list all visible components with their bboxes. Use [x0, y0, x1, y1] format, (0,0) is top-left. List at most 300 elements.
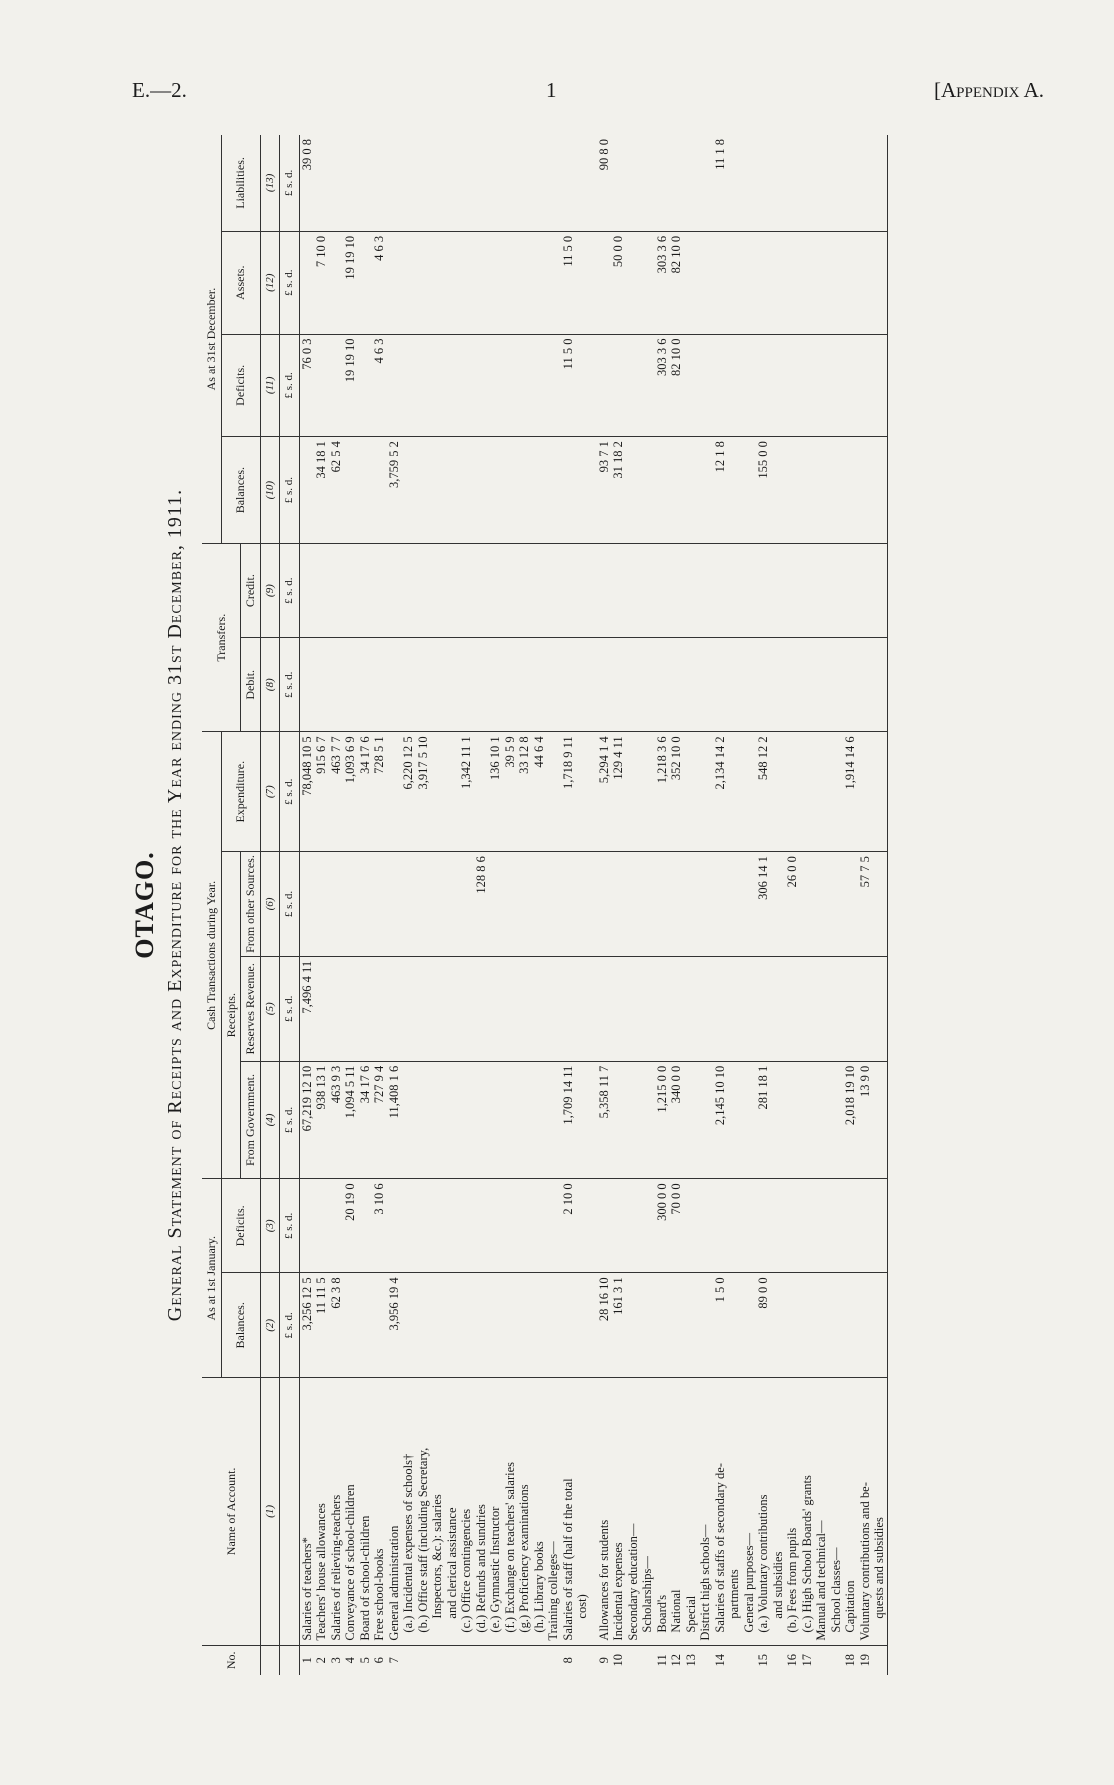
amount-cell-c9	[655, 544, 670, 638]
amount-cell-c7	[640, 732, 655, 852]
table-body	[299, 135, 887, 1675]
currency-unit-label: £ s. d.	[280, 638, 300, 732]
amount-cell-c13	[800, 135, 815, 231]
account-name: and subsidies	[771, 1378, 786, 1645]
spacer-cell	[590, 732, 597, 852]
table-row	[800, 135, 815, 1675]
amount-cell-c12	[713, 231, 728, 334]
amount-cell-c3	[575, 1179, 590, 1273]
amount-cell-c7: 6,220 12 5	[401, 732, 416, 852]
amount-cell-c5	[626, 956, 641, 1061]
amount-cell-c6	[713, 852, 728, 957]
row-number	[698, 1645, 713, 1675]
amount-cell-c10	[416, 437, 431, 544]
amount-cell-c8	[474, 638, 489, 732]
amount-cell-c12: 7 10 0	[314, 231, 329, 334]
amount-cell-c9	[445, 544, 460, 638]
row-number: 11	[654, 1654, 669, 1667]
amount-cell-c4	[698, 1061, 713, 1179]
row-number	[474, 1645, 489, 1675]
units-blank	[280, 1378, 300, 1645]
amount-cell-c5	[771, 956, 786, 1061]
amount-cell-c7	[800, 732, 815, 852]
amount-cell-c3	[640, 1179, 655, 1273]
amount-cell-c12	[800, 231, 815, 334]
amount-cell-c13	[858, 135, 873, 231]
amount-cell-c11	[575, 334, 590, 437]
amount-cell-c12	[329, 231, 344, 334]
amount-cell-c2	[532, 1273, 547, 1378]
amount-cell-c7: 728 5 1	[372, 732, 387, 852]
amount-cell-c2	[372, 1273, 387, 1378]
amount-cell-c8	[785, 638, 800, 732]
amount-cell-c11	[459, 334, 474, 437]
amount-cell-c10: 34 18 1	[314, 437, 329, 544]
row-number	[416, 1645, 431, 1675]
amount-cell-c10	[640, 437, 655, 544]
amount-cell-c9	[546, 544, 561, 638]
amount-cell-c5	[742, 956, 757, 1061]
column-number: (4)	[260, 1061, 280, 1179]
amount-cell-c2	[829, 1273, 844, 1378]
amount-cell-c11	[829, 334, 844, 437]
table-row	[299, 135, 314, 1675]
amount-cell-c13	[474, 135, 489, 231]
currency-unit-label: £ s. d.	[280, 135, 300, 231]
amount-cell-c2	[858, 1273, 873, 1378]
amount-cell-c5	[829, 956, 844, 1061]
amount-cell-c12: 11 5 0	[561, 231, 576, 334]
amount-cell-c10	[814, 437, 829, 544]
header-deficits: Deficits.	[221, 1179, 260, 1273]
table-row	[329, 135, 344, 1675]
amount-cell-c9	[503, 544, 518, 638]
amount-cell-c6	[872, 852, 887, 957]
amount-cell-c12	[684, 231, 699, 334]
amount-cell-c11	[430, 334, 445, 437]
amount-cell-c6	[829, 852, 844, 957]
amount-cell-c4	[611, 1061, 626, 1179]
amount-cell-c9	[611, 544, 626, 638]
amount-cell-c13	[401, 135, 416, 231]
amount-cell-c4: 2,018 19 10	[843, 1061, 858, 1179]
amount-cell-c12: 19 19 10	[343, 231, 358, 334]
header-dec: As at 31st December.	[202, 135, 221, 544]
amount-cell-c4	[474, 1061, 489, 1179]
amount-cell-c13	[445, 135, 460, 231]
amount-cell-c2	[503, 1273, 518, 1378]
amount-cell-c8	[503, 638, 518, 732]
amount-cell-c3	[314, 1179, 329, 1273]
amount-cell-c5	[517, 956, 532, 1061]
currency-unit-label: £ s. d.	[280, 956, 300, 1061]
amount-cell-c9	[727, 544, 742, 638]
amount-cell-c3	[474, 1179, 489, 1273]
spacer-cell	[590, 1273, 597, 1378]
amount-cell-c5	[655, 956, 670, 1061]
amount-cell-c13	[430, 135, 445, 231]
amount-cell-c10	[655, 437, 670, 544]
units-blank	[280, 1645, 300, 1675]
amount-cell-c10	[858, 437, 873, 544]
table-row	[590, 135, 597, 1675]
table-row	[814, 135, 829, 1675]
amount-cell-c5	[858, 956, 873, 1061]
account-name: cost)	[575, 1378, 590, 1645]
rotated-table-region	[120, 115, 1015, 1695]
amount-cell-c5	[430, 956, 445, 1061]
amount-cell-c5	[372, 956, 387, 1061]
amount-cell-c2	[800, 1273, 815, 1378]
row-number: 13	[683, 1654, 698, 1667]
amount-cell-c6	[742, 852, 757, 957]
amount-cell-c4: 2,145 10 10	[713, 1061, 728, 1179]
amount-cell-c11	[756, 334, 771, 437]
amount-cell-c6	[532, 852, 547, 957]
amount-cell-c10	[727, 437, 742, 544]
amount-cell-c3: 3 10 6	[372, 1179, 387, 1273]
amount-cell-c2	[814, 1273, 829, 1378]
amount-cell-c7	[445, 732, 460, 852]
amount-cell-c8	[314, 638, 329, 732]
amount-cell-c9	[713, 544, 728, 638]
amount-cell-c8	[771, 638, 786, 732]
amount-cell-c8	[843, 638, 858, 732]
account-name: (c.) High School Boards' grants	[800, 1378, 815, 1645]
amount-cell-c7: 78,048 10 5	[299, 732, 314, 852]
table-row	[416, 135, 431, 1675]
amount-cell-c6	[843, 852, 858, 957]
amount-cell-c6	[387, 852, 402, 957]
amount-cell-c12: 50 0 0	[611, 231, 626, 334]
amount-cell-c5	[532, 956, 547, 1061]
amount-cell-c5	[445, 956, 460, 1061]
row-number	[532, 1645, 547, 1675]
amount-cell-c6	[698, 852, 713, 957]
amount-cell-c3	[503, 1179, 518, 1273]
amount-cell-c2	[669, 1273, 684, 1378]
row-number	[727, 1645, 742, 1675]
account-name: (e.) Gymnastic Instructor	[488, 1378, 503, 1645]
amount-cell-c10	[575, 437, 590, 544]
amount-cell-c10	[626, 437, 641, 544]
amount-cell-c4: 11,408 1 6	[387, 1061, 402, 1179]
column-number: (7)	[260, 732, 280, 852]
account-name: Board's	[655, 1378, 670, 1645]
row-number	[640, 1645, 655, 1675]
amount-cell-c10	[459, 437, 474, 544]
currency-unit-label: £ s. d.	[280, 334, 300, 437]
amount-cell-c6	[597, 852, 612, 957]
table-row	[626, 135, 641, 1675]
amount-cell-c11	[546, 334, 561, 437]
column-number: (11)	[260, 334, 280, 437]
amount-cell-c9	[640, 544, 655, 638]
row-number: 5	[357, 1657, 372, 1664]
amount-cell-c2: 161 3 1	[611, 1273, 626, 1378]
amount-cell-c3	[684, 1179, 699, 1273]
amount-cell-c5	[401, 956, 416, 1061]
amount-cell-c3	[713, 1179, 728, 1273]
amount-cell-c7: 463 7 7	[329, 732, 344, 852]
amount-cell-c13	[843, 135, 858, 231]
amount-cell-c5	[611, 956, 626, 1061]
amount-cell-c3	[626, 1179, 641, 1273]
spacer-cell	[590, 437, 597, 544]
amount-cell-c13	[742, 135, 757, 231]
amount-cell-c2: 1 5 0	[713, 1273, 728, 1378]
amount-cell-c2	[655, 1273, 670, 1378]
table-row	[611, 135, 626, 1675]
amount-cell-c12	[299, 231, 314, 334]
amount-cell-c11	[626, 334, 641, 437]
page-ref-left: E.—2.	[132, 78, 187, 102]
account-name: School classes—	[829, 1378, 844, 1645]
amount-cell-c3	[756, 1179, 771, 1273]
amount-cell-c5	[546, 956, 561, 1061]
amount-cell-c11	[611, 334, 626, 437]
account-name: Free school-books	[372, 1378, 387, 1645]
amount-cell-c3	[858, 1179, 873, 1273]
statement-sheet	[120, 115, 1015, 1695]
amount-cell-c7: 2,134 14 2	[713, 732, 728, 852]
amount-cell-c12	[445, 231, 460, 334]
amount-cell-c6	[343, 852, 358, 957]
amount-cell-c5	[843, 956, 858, 1061]
amount-cell-c5	[488, 956, 503, 1061]
amount-cell-c11: 76 0 3	[299, 334, 314, 437]
amount-cell-c7	[829, 732, 844, 852]
amount-cell-c12	[698, 231, 713, 334]
amount-cell-c4: 13 9 0	[858, 1061, 873, 1179]
amount-cell-c12	[517, 231, 532, 334]
amount-cell-c4	[416, 1061, 431, 1179]
amount-cell-c11	[684, 334, 699, 437]
amount-cell-c8	[299, 638, 314, 732]
amount-cell-c8	[532, 638, 547, 732]
row-number	[546, 1645, 561, 1675]
amount-cell-c5	[343, 956, 358, 1061]
amount-cell-c8	[401, 638, 416, 732]
row-number: 3	[328, 1657, 343, 1664]
amount-cell-c13	[416, 135, 431, 231]
spacer-cell	[590, 334, 597, 437]
amount-cell-c9	[785, 544, 800, 638]
row-number	[517, 1645, 532, 1675]
header-cash: Cash Transactions during Year.	[202, 732, 221, 1179]
amount-cell-c7: 39 5 9	[503, 732, 518, 852]
amount-cell-c11: 303 3 6	[655, 334, 670, 437]
amount-cell-c10: 31 18 2	[611, 437, 626, 544]
row-number	[626, 1645, 641, 1675]
amount-cell-c3	[698, 1179, 713, 1273]
amount-cell-c6	[669, 852, 684, 957]
account-name: District high schools—	[698, 1378, 713, 1645]
amount-cell-c6	[800, 852, 815, 957]
amount-cell-c6	[546, 852, 561, 957]
account-name: Conveyance of school-children	[343, 1378, 358, 1645]
amount-cell-c6	[445, 852, 460, 957]
amount-cell-c10	[684, 437, 699, 544]
amount-cell-c8	[698, 638, 713, 732]
amount-cell-c11	[314, 334, 329, 437]
amount-cell-c11	[814, 334, 829, 437]
amount-cell-c2: 3,256 12 5	[299, 1273, 314, 1378]
amount-cell-c8	[387, 638, 402, 732]
header-transfers: Transfers.	[202, 544, 241, 732]
amount-cell-c13	[640, 135, 655, 231]
amount-cell-c5	[713, 956, 728, 1061]
table-row	[727, 135, 742, 1675]
column-number-blank	[260, 1645, 280, 1675]
amount-cell-c9	[684, 544, 699, 638]
amount-cell-c12: 82 10 0	[669, 231, 684, 334]
row-number: 14	[712, 1654, 727, 1667]
spacer-cell	[590, 1645, 597, 1675]
amount-cell-c13	[872, 135, 887, 231]
amount-cell-c10	[401, 437, 416, 544]
table-row	[358, 135, 373, 1675]
amount-cell-c5	[727, 956, 742, 1061]
amount-cell-c3	[727, 1179, 742, 1273]
column-number: (12)	[260, 231, 280, 334]
amount-cell-c10	[561, 437, 576, 544]
amount-cell-c3	[785, 1179, 800, 1273]
amount-cell-c6	[640, 852, 655, 957]
amount-cell-c5	[503, 956, 518, 1061]
amount-cell-c13	[785, 135, 800, 231]
amount-cell-c10	[343, 437, 358, 544]
account-name: partments	[727, 1378, 742, 1645]
amount-cell-c3: 20 19 0	[343, 1179, 358, 1273]
amount-cell-c4: 463 9 3	[329, 1061, 344, 1179]
amount-cell-c5	[561, 956, 576, 1061]
amount-cell-c2	[445, 1273, 460, 1378]
currency-unit-label: £ s. d.	[280, 732, 300, 852]
account-name: Manual and technical—	[814, 1378, 829, 1645]
amount-cell-c2	[488, 1273, 503, 1378]
amount-cell-c11	[771, 334, 786, 437]
amount-cell-c3	[843, 1179, 858, 1273]
amount-cell-c8	[517, 638, 532, 732]
amount-cell-c9	[329, 544, 344, 638]
table-row	[669, 135, 684, 1675]
amount-cell-c7: 1,342 11 1	[459, 732, 474, 852]
account-name: Salaries of staffs of secondary de-	[713, 1378, 728, 1645]
amount-cell-c4: 340 0 0	[669, 1061, 684, 1179]
amount-cell-c8	[546, 638, 561, 732]
amount-cell-c3	[358, 1179, 373, 1273]
amount-cell-c12	[785, 231, 800, 334]
amount-cell-c4: 67,219 12 10	[299, 1061, 314, 1179]
amount-cell-c12	[640, 231, 655, 334]
header-no: No.	[202, 1645, 260, 1675]
row-number: 7	[386, 1657, 401, 1664]
amount-cell-c5	[329, 956, 344, 1061]
document-title: OTAGO.	[130, 851, 159, 959]
table-row	[488, 135, 503, 1675]
amount-cell-c5	[597, 956, 612, 1061]
amount-cell-c13: 90 8 0	[597, 135, 612, 231]
amount-cell-c6	[611, 852, 626, 957]
amount-cell-c11: 11 5 0	[561, 334, 576, 437]
amount-cell-c12	[829, 231, 844, 334]
row-number: 17	[799, 1654, 814, 1667]
amount-cell-c7: 5,294 1 4	[597, 732, 612, 852]
amount-cell-c12	[532, 231, 547, 334]
amount-cell-c10	[503, 437, 518, 544]
amount-cell-c4	[785, 1061, 800, 1179]
amount-cell-c5	[785, 956, 800, 1061]
amount-cell-c8	[684, 638, 699, 732]
row-number	[771, 1645, 786, 1675]
table-row	[829, 135, 844, 1675]
account-name: Secondary education—	[626, 1378, 641, 1645]
spacer-cell	[590, 135, 597, 231]
table-row	[343, 135, 358, 1675]
amount-cell-c5	[416, 956, 431, 1061]
table-row	[459, 135, 474, 1675]
amount-cell-c10	[474, 437, 489, 544]
column-number: (13)	[260, 135, 280, 231]
amount-cell-c6	[488, 852, 503, 957]
amount-cell-c9	[626, 544, 641, 638]
amount-cell-c13: 11 1 8	[713, 135, 728, 231]
row-number: 18	[843, 1654, 857, 1667]
amount-cell-c10: 155 0 0	[756, 437, 771, 544]
amount-cell-c4	[872, 1061, 887, 1179]
amount-cell-c8	[655, 638, 670, 732]
amount-cell-c2	[640, 1273, 655, 1378]
account-name: (d.) Refunds and sundries	[474, 1378, 489, 1645]
row-number	[742, 1645, 757, 1675]
amount-cell-c7	[872, 732, 887, 852]
amount-cell-c13	[655, 135, 670, 231]
amount-cell-c9	[488, 544, 503, 638]
amount-cell-c7: 548 12 2	[756, 732, 771, 852]
amount-cell-c8	[488, 638, 503, 732]
amount-cell-c13	[727, 135, 742, 231]
header-balances-dec: Balances.	[221, 437, 260, 544]
amount-cell-c9	[561, 544, 576, 638]
amount-cell-c7: 1,914 14 6	[843, 732, 858, 852]
header-from-government: From Government.	[241, 1061, 261, 1179]
amount-cell-c6	[329, 852, 344, 957]
amount-cell-c9	[387, 544, 402, 638]
amount-cell-c7	[430, 732, 445, 852]
table-row	[314, 135, 329, 1675]
table-row	[532, 135, 547, 1675]
table-row	[387, 135, 402, 1675]
amount-cell-c9	[597, 544, 612, 638]
amount-cell-c5	[814, 956, 829, 1061]
amount-cell-c13	[575, 135, 590, 231]
row-number: 16	[785, 1654, 799, 1667]
amount-cell-c13	[626, 135, 641, 231]
header-assets: Assets.	[221, 231, 260, 334]
amount-cell-c12	[358, 231, 373, 334]
amount-cell-c9	[575, 544, 590, 638]
row-number	[575, 1645, 590, 1675]
amount-cell-c13	[771, 135, 786, 231]
amount-cell-c13	[561, 135, 576, 231]
currency-unit-label: £ s. d.	[280, 437, 300, 544]
row-number	[459, 1645, 474, 1675]
account-name: (g.) Proficiency examinations	[517, 1378, 532, 1645]
amount-cell-c13	[343, 135, 358, 231]
amount-cell-c7	[771, 732, 786, 852]
amount-cell-c4	[727, 1061, 742, 1179]
